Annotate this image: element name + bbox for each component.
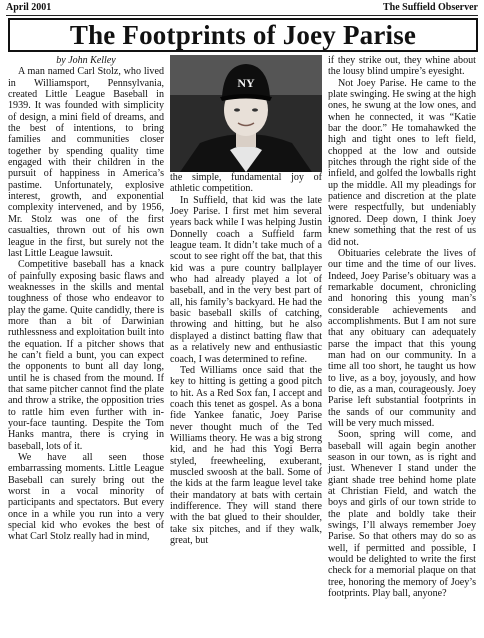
paragraph: if they strike out, they whine about the lousy blind umpire’s eyesight. — [328, 55, 476, 78]
paragraph: Obituaries celebrate the lives of our time and the time of our lives. Indeed, Joey Parise’s obituary was a remarkable document, chronicling and honoring this young man’s considerable achievements and accomplishments. But I am not sure that any obituary can adequately parse the impact that this young man had on our community. In a time all too short, he taught us how to live, as a boy, joyously, and how to die, as a man, courageously. Joey Parise left substantial footprints in the sands of our community and will be very much missed. — [328, 247, 476, 429]
paragraph: Ted Williams once said that the key to hitting is getting a good pitch to hit. As a Red Sox fan, I accept and coach this tenet as gospel. As a bona fide Yankee fanatic, Joey Parise never thought much of the Ted Williams theory. He was a big strong kid, and he had this Yogi Berra styled, freewheeling, exuberant, muscled swoosh at the ball. Some of the kids at the farm league level take their mandatory at bats with certain indifference. They will stand there with the bat glued to their shoulder, take six pitches, and if they walk, great, but — [170, 364, 322, 546]
issue-date: April 2001 — [6, 2, 52, 13]
article-column-1 — [8, 55, 164, 543]
publication-name: The Suffield Observer — [383, 2, 478, 13]
cap-logo: NY — [237, 76, 255, 90]
paragraph: Not Joey Parise. He came to the plate swinging. He swing at the high ones, he swung at the low ones, and when he connected, it was “Katie bar the door.” He tomahawked the high and tight ones to left field, chopped at the low and outside pitches through the right side of the infield, and golfed the lowballs right up the middle. All my pleadings for patience and discretion at the plate were respectfully, but undeniably ignored. Deep down, I think Joey knew something that the rest of us did not. — [328, 77, 476, 248]
paragraph: Competitive baseball has a knack of painfully exposing basic flaws and weaknesses in the skills and mental toughness of those who endeavor to play the game. Quite candidly, there is more than a bit of Darwinian ruthlessness and exploitation built into the equation. If a pitcher shows that he can’t field a bunt, you can expect the opponents to bunt all day long, until he is chased from the mound. If that same pitcher cannot find the plate and throw a strike, the opposition tries to rattle him even further with in-your-face taunting. Despite the Tom Hanks mantra, there is crying in baseball, lots of it. — [8, 259, 164, 452]
paragraph: A man named Carl Stolz, who lived in Williamsport, Pennsylvania, created Little League Baseball in 1939. It was founded with simplicity of design, a mini field of dreams, and the best of intentions, to bring families and communities closer together by spending quality time engaged with their children in the pursuit of happiness in America’s pastime. Unfortunately, explosive interest, growth, and exponential complexity intervened, and by 1956, Mr. Stolz was one of the first casualties, thrown out of his own league in the first, but surely not the last Little League lawsuit. — [8, 66, 164, 259]
portrait-photo — [170, 55, 322, 172]
headline: The Footprints of Joey Parise — [8, 18, 478, 52]
paragraph: In Suffield, that kid was the late Joey Parise. I first met him several years back while I was helping Justin Donnelly coach a Suffield farm league team. It didn’t take much of a scout to see right off the bat, that this kid was a pure country ballplayer who had already played a lot of baseball, and in the very best part of all, his family’s backyard. He had the basic baseball skills of catching, throwing and hitting, but he also displayed a distinct batting flaw that as a relatively new and enthusiastic coach, I was determined to refine. — [170, 194, 322, 365]
paragraph: We have all seen those embarrassing moments. Little League Baseball can surely bring out the worst in a vocal minority of participants and spectators. But every once in a while you run into a very special kid who evokes the best of what Carl Stolz really had in mind, — [8, 452, 164, 543]
article-column-2 — [170, 172, 322, 546]
page-header — [6, 2, 478, 14]
header-rule — [6, 15, 478, 16]
article-column-3 — [328, 55, 476, 600]
paragraph: Soon, spring will come, and baseball will again begin another season in our town, as is right and just. Whenever I stand under the giant shade tree behind home plate at Christian Field, and watch the boys and girls of our town stride to the plate and boldly take their swings, I’ll always remember Joey Parise. So that others may do so as well, if permitted and possible, I would be delighted to write the first check for a memorial plaque on that tree, honoring the memory of Joey’s footprints. Play ball, anyone? — [328, 429, 476, 600]
paragraph: the simple, fundamental joy of athletic competition. — [170, 172, 322, 195]
portrait-photo-image — [170, 55, 322, 172]
byline: by John Kelley — [56, 55, 116, 66]
